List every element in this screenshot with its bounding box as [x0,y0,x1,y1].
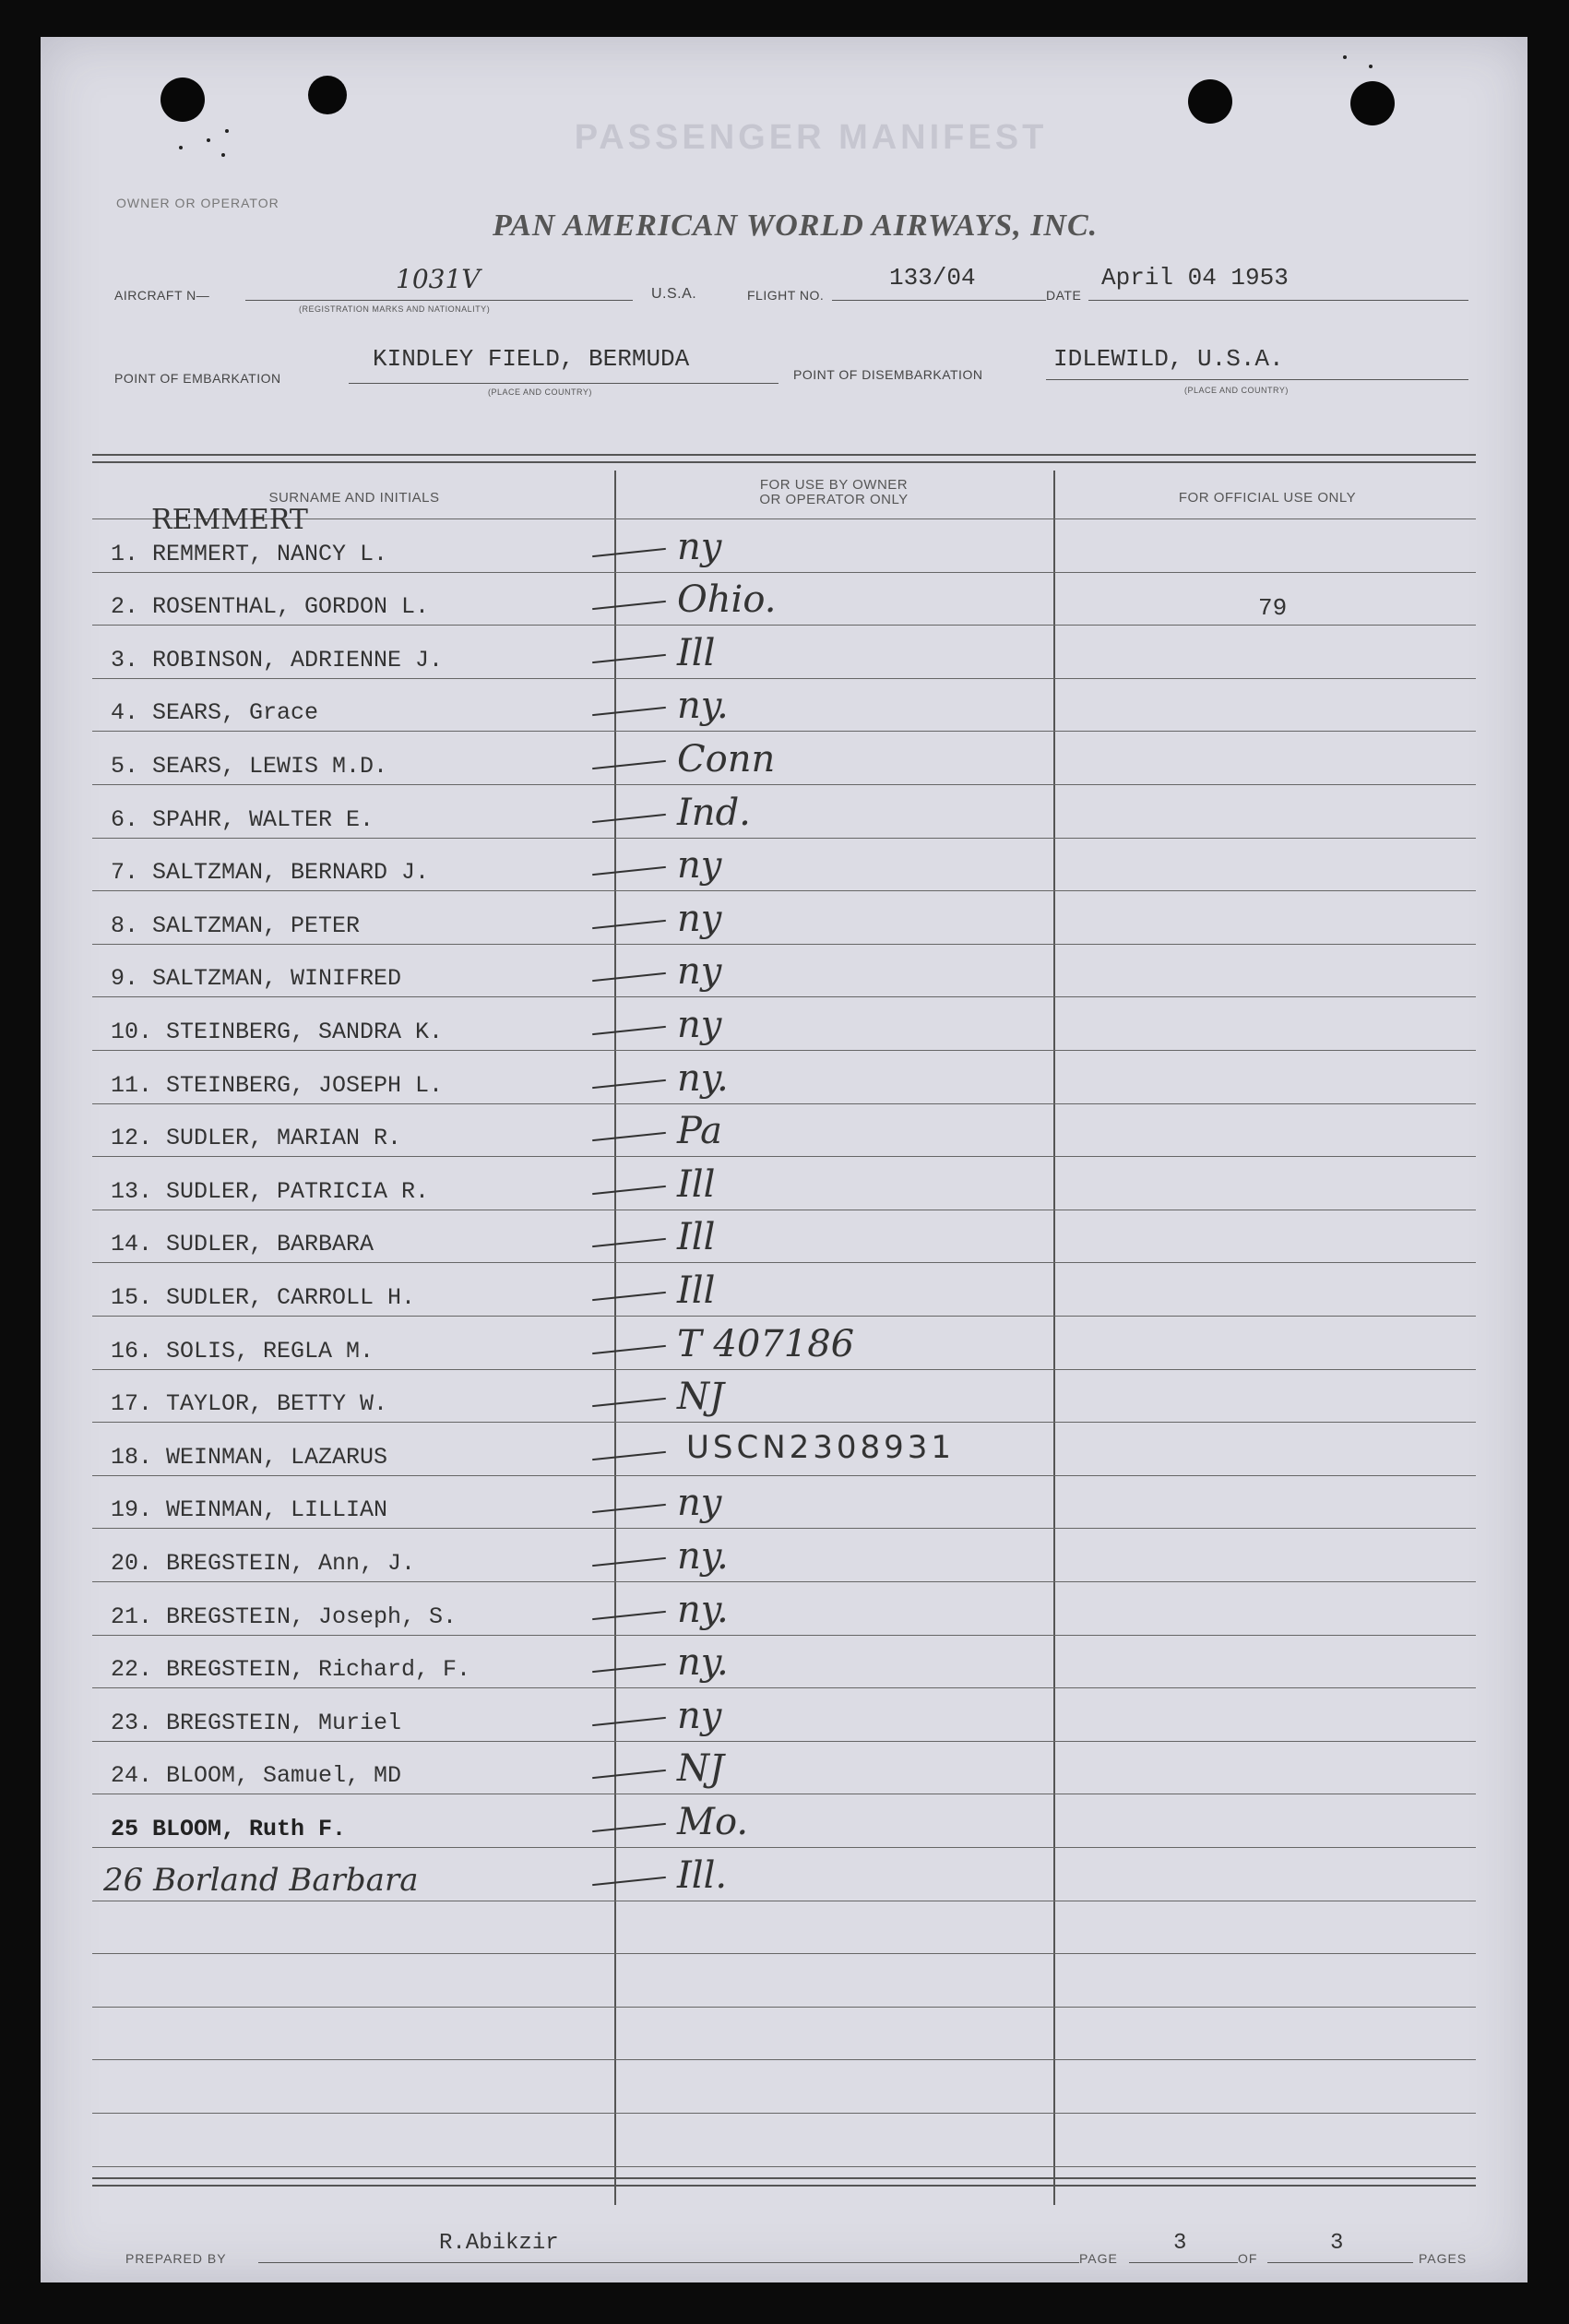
tick-mark [592,1557,666,1567]
owner-use-entry: Ill. [677,1853,728,1897]
tick-mark [592,547,666,556]
row-rule [92,1422,1476,1423]
row-rule [92,1635,1476,1636]
passenger-name: 17. TAYLOR, BETTY W. [111,1390,388,1418]
owner-use-entry: T 407186 [677,1322,855,1365]
passenger-name: 20. BREGSTEIN, Ann, J. [111,1550,416,1577]
tick-mark [592,1132,666,1141]
owner-use-entry: NJ [677,1376,725,1419]
flight-date: April 04 1953 [1101,264,1289,292]
owner-use-entry: USCN2308931 [686,1428,956,1466]
embarkation-place: KINDLEY FIELD, BERMUDA [373,345,690,373]
row-rule [92,1953,1476,1954]
flight-number: 133/04 [889,264,976,292]
embarkation-label: POINT OF EMBARKATION [114,371,281,386]
row-rule [92,890,1476,891]
row-rule [92,838,1476,839]
tick-mark [592,1770,666,1779]
owner-use-entry: ny. [677,1588,729,1631]
passenger-name: 19. WEINMAN, LILLIAN [111,1496,388,1524]
punch-hole [308,76,347,114]
tick-mark [592,1186,666,1195]
owner-use-entry: Ill [677,1216,716,1259]
disembarkation-place: IDLEWILD, U.S.A. [1053,345,1284,373]
manifest-sheet [41,37,1527,2282]
row-rule [92,944,1476,945]
row-rule [92,2113,1476,2114]
aircraft-value: 1031V [396,264,481,294]
tick-mark [592,1717,666,1726]
disembarkation-label: POINT OF DISEMBARKATION [793,367,983,382]
row-rule [92,572,1476,573]
owner-use-entry: Ind. [677,791,751,834]
tick-mark [592,866,666,876]
column-header-owner-line2: OR OPERATOR ONLY [759,492,909,507]
owner-use-entry: Mo. [677,1801,749,1843]
owner-use-entry: ny. [677,1641,729,1685]
row-rule [92,1316,1476,1317]
passenger-name: 1. REMMERT, NANCY L. [111,540,388,567]
passenger-name: 26 Borland Barbara [103,1861,419,1899]
tick-mark [592,1398,666,1407]
page-label: PAGE [1079,2251,1118,2266]
row-rule [92,625,1476,626]
tick-mark [592,1238,666,1247]
owner-use-entry: Ill [677,631,716,674]
row-rule [92,1847,1476,1848]
prepared-by-label: PREPARED BY [125,2251,227,2266]
row-rule [92,2166,1476,2167]
aircraft-label: AIRCRAFT N— [114,288,210,303]
tick-mark [592,1663,666,1673]
owner-use-entry: Conn [677,738,776,781]
surname-correction: REMMERT [151,504,308,536]
row-rule [92,1581,1476,1582]
passenger-name: 13. SUDLER, PATRICIA R. [111,1177,430,1205]
tick-mark [592,813,666,822]
tick-mark [592,1079,666,1088]
row-rule [92,1687,1476,1688]
tick-mark [592,1026,666,1035]
tick-mark [592,707,666,716]
column-header-surname: SURNAME AND INITIALS [268,490,440,506]
owner-use-entry: ny [677,1694,722,1737]
official-use-mark: 79 [1258,594,1288,622]
tick-mark [592,1344,666,1353]
owner-use-entry: Ill [677,1162,716,1206]
owner-use-entry: ny. [677,1535,729,1578]
registration-caption: (REGISTRATION MARKS AND NATIONALITY) [299,304,491,314]
row-rule [92,1103,1476,1104]
tick-mark [592,654,666,663]
punch-hole [160,77,205,122]
embarkation-caption: (PLACE AND COUNTRY) [488,387,592,397]
owner-use-entry: ny. [677,685,729,728]
flight-label: FLIGHT NO. [747,288,825,303]
pages-label: PAGES [1419,2251,1468,2266]
row-rule [92,1050,1476,1051]
usa-label: U.S.A. [651,286,697,302]
company-name: PAN AMERICAN WORLD AIRWAYS, INC. [493,209,1099,243]
total-pages: 3 [1330,2231,1344,2256]
punch-hole [1188,79,1232,124]
owner-use-entry: Ohio. [677,578,777,622]
row-rule [92,2059,1476,2060]
tick-mark [592,760,666,769]
tick-mark [592,1823,666,1832]
row-rule [92,731,1476,732]
owner-use-entry: Ill [677,1269,716,1312]
tick-mark [592,972,666,982]
row-rule [92,1528,1476,1529]
passenger-name: 5. SEARS, LEWIS M.D. [111,753,388,780]
tick-mark [592,1504,666,1513]
passenger-name: 11. STEINBERG, JOSEPH L. [111,1071,444,1099]
owner-use-entry: ny [677,525,722,568]
passenger-name: 21. BREGSTEIN, Joseph, S. [111,1603,458,1630]
passenger-name: 12. SUDLER, MARIAN R. [111,1125,402,1152]
owner-use-entry: ny. [677,1056,729,1100]
row-rule [92,784,1476,785]
row-rule [92,678,1476,679]
passenger-name: 25 BLOOM, Ruth F. [111,1816,347,1842]
owner-use-entry: NJ [677,1747,725,1791]
passenger-name: 14. SUDLER, BARBARA [111,1231,374,1258]
passenger-name: 18. WEINMAN, LAZARUS [111,1443,388,1471]
passenger-name: 2. ROSENTHAL, GORDON L. [111,593,430,621]
tick-mark [592,1610,666,1619]
row-rule [92,1156,1476,1157]
tick-mark [592,1292,666,1301]
page-number: 3 [1173,2231,1187,2256]
row-rule [92,1741,1476,1742]
row-rule [92,996,1476,997]
tick-mark [592,920,666,929]
passenger-name: 16. SOLIS, REGLA M. [111,1337,374,1365]
passenger-name: 23. BREGSTEIN, Muriel [111,1709,402,1736]
passenger-name: 7. SALTZMAN, BERNARD J. [111,859,430,887]
owner-use-entry: ny [677,844,722,888]
punch-hole [1350,81,1395,125]
passenger-name: 24. BLOOM, Samuel, MD [111,1762,402,1790]
owner-use-entry: ny [677,1482,722,1525]
tick-mark [592,601,666,610]
of-label: OF [1238,2251,1258,2266]
owner-use-entry: ny [677,897,722,940]
owner-label: OWNER OR OPERATOR [116,196,279,210]
passenger-name: 22. BREGSTEIN, Richard, F. [111,1656,471,1684]
passenger-name: 9. SALTZMAN, WINIFRED [111,965,402,993]
passenger-name: 6. SPAHR, WALTER E. [111,805,374,833]
passenger-name: 3. ROBINSON, ADRIENNE J. [111,646,444,673]
passenger-name: 10. STEINBERG, SANDRA K. [111,1019,444,1045]
row-rule [92,2007,1476,2008]
date-label: DATE [1046,288,1082,303]
column-header-official: FOR OFFICIAL USE ONLY [1178,490,1357,506]
tick-mark [592,1876,666,1885]
passenger-name: 15. SUDLER, CARROLL H. [111,1284,416,1311]
tick-mark [592,1451,666,1460]
faded-form-title: PASSENGER MANIFEST [574,118,1048,157]
row-rule [92,1475,1476,1476]
row-rule [92,1262,1476,1263]
disembarkation-caption: (PLACE AND COUNTRY) [1184,386,1289,395]
passenger-name: 4. SEARS, Grace [111,699,319,727]
owner-use-entry: Pa [677,1110,722,1153]
row-rule [92,1369,1476,1370]
passenger-name: 8. SALTZMAN, PETER [111,912,361,939]
prepared-by-name: R.Abikzir [439,2231,559,2256]
owner-use-entry: ny [677,950,722,994]
column-header-owner-line1: FOR USE BY OWNER [759,477,909,493]
owner-use-entry: ny [677,1004,722,1046]
